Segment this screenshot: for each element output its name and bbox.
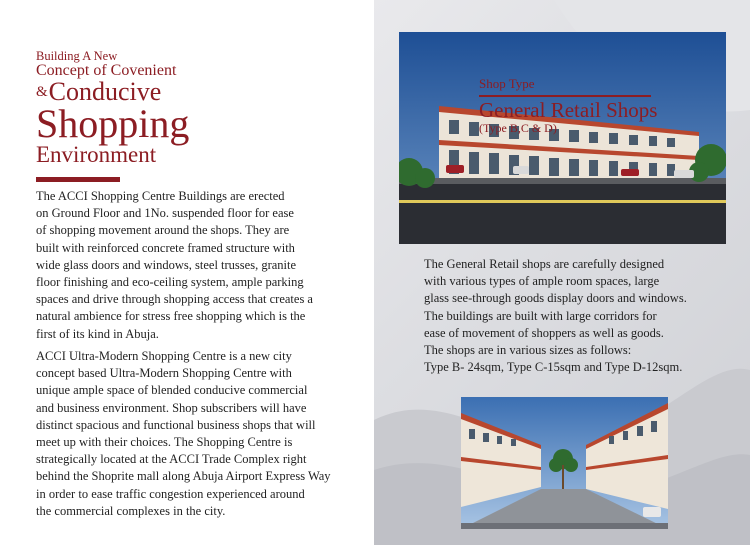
shop-title-underline [479, 95, 651, 97]
heading-line-2: Concept of Covenient [36, 62, 177, 79]
heading-line-5: Environment [36, 142, 157, 167]
left-page [0, 0, 374, 545]
shop-rendering-photo [399, 32, 726, 244]
heading-line-1: Building A New [36, 49, 118, 63]
paragraph-buildings: The ACCI Shopping Centre Buildings are erected on Ground Floor and 1No. suspended floor for ease of shopping movement around the shops. They are built with reinforced concrete framed structure with wide glass doors and windows, steel trusses, granite floor finishing and eco-ceiling system, ample parking spaces and drive through shopping access that creates a natural ambience for stress free shopping which is the first of its kind in Abuja. [36, 189, 313, 341]
right-page [374, 0, 750, 545]
shop-street-photo [461, 397, 668, 529]
shop-street-illustration [461, 397, 668, 529]
shop-type-label: Shop Type [479, 76, 535, 91]
heading-ampersand: & [36, 84, 48, 100]
heading-rule [36, 177, 120, 182]
heading-line-4: Shopping [36, 101, 190, 146]
shop-rendering-illustration [399, 32, 726, 244]
shop-title: General Retail Shops [479, 98, 658, 122]
heading [36, 49, 189, 167]
shop-subtitle: (Type B,C & D) [479, 121, 557, 135]
paragraph-concept: ACCI Ultra-Modern Shopping Centre is a new city concept based Ultra-Modern Shopping Centre with unique ample space of blended conducive commercial and business environment. Shop subscribers will have distinct spacious and functional business shops that will meet up with their choices. The Shopping Centre is strategically located at the ACCI Trade Complex right behind the Shoprite mall along Abuja Airport Express Way in order to ease traffic congestion experienced around the commercial complexes in the city. [36, 349, 331, 518]
heading-conducive: Conducive [48, 77, 162, 106]
retail-description: The General Retail shops are carefully designed with various types of ample room spaces, large glass see-through goods display doors and windows. The buildings are built with large corridors for ease of movement of shoppers as well as goods. The shops are in various sizes as follows: Type B- 24sqm, Type C-15sqm and Type D-12sqm. [424, 257, 687, 375]
